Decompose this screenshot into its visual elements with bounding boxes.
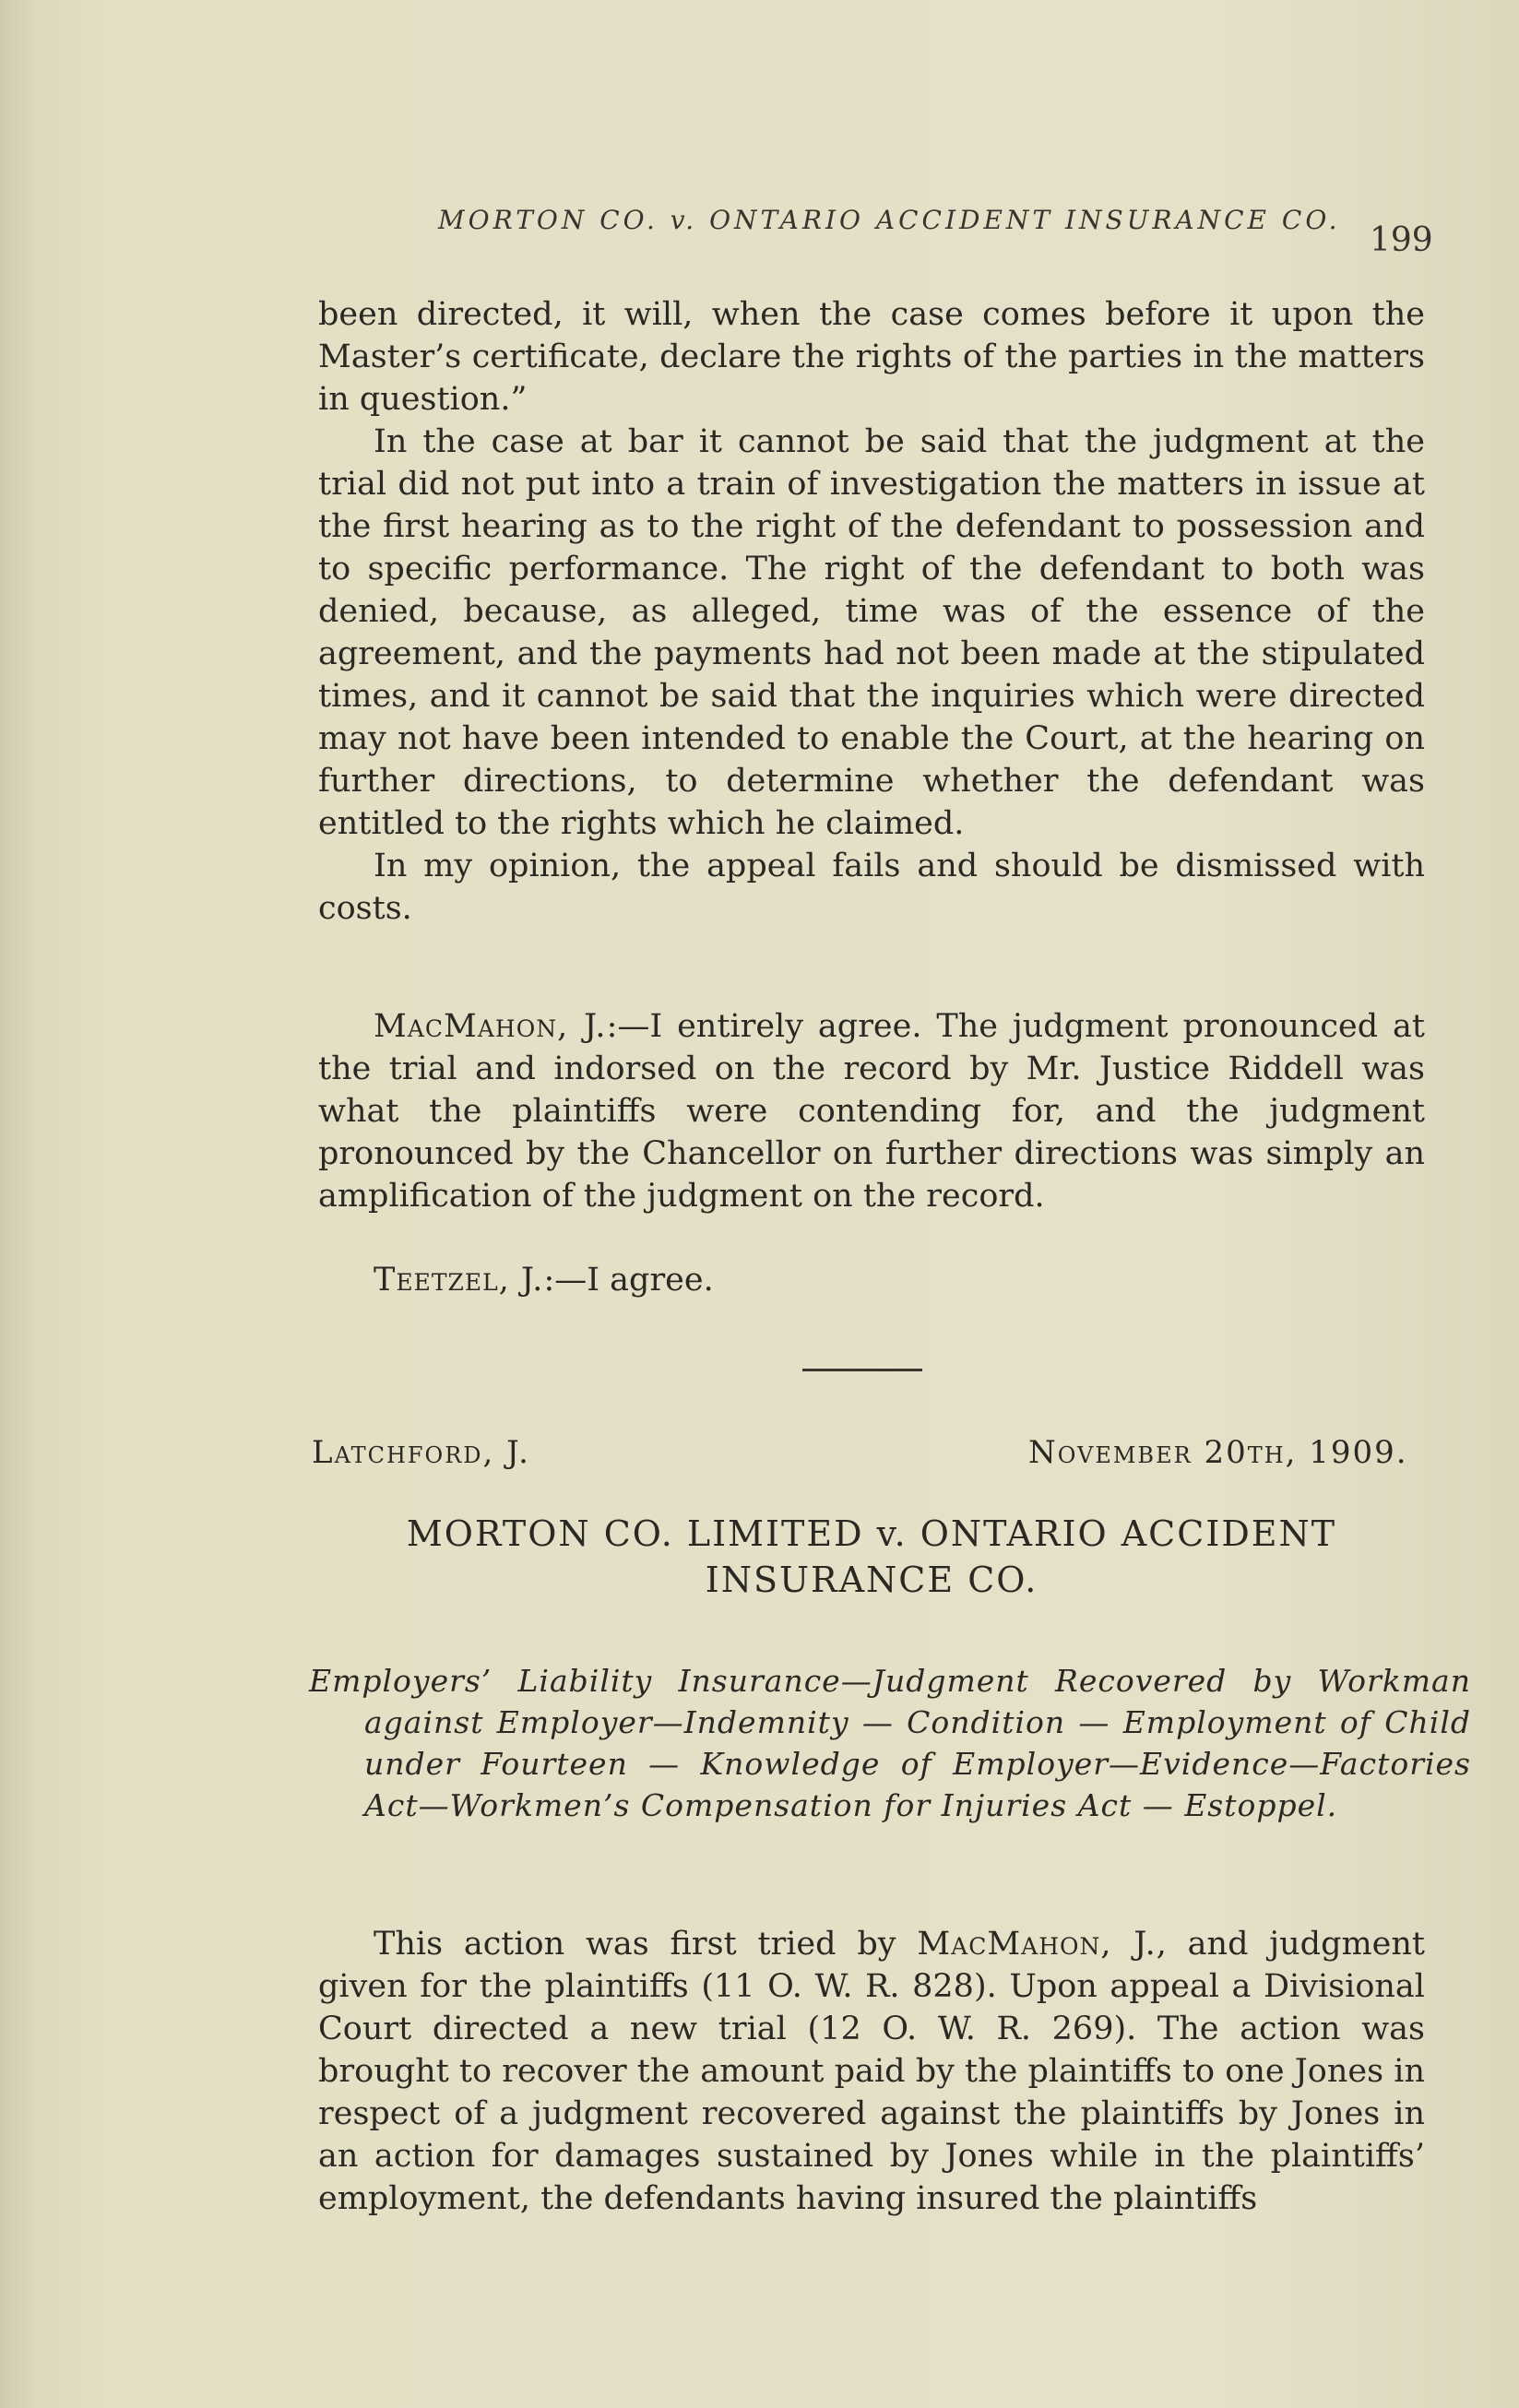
teetzel-opinion	[318, 1259, 1425, 1301]
paragraph-case-at-bar: In the case at bar it cannot be said that the judgment at the trial did not put into a train of investigation the matters in issue at the first hearing as to the right of the defendant to possession and to specific performance. The right of the defendant to both was denied, because, as alleged, time was of the essence of the agreement, and the payments had not been made at the stipulated times, and it cannot be said that the inquiries which were directed may not have been intended to enable the Court, at the hearing on further directions, to determine whether the defendant was entitled to the rights which he claimed.	[318, 423, 1425, 842]
macmahon-opinion	[318, 1005, 1425, 1217]
statement-text: , and judgment given for the plaintiffs (11 O. W. R. 828). Upon appeal a Divisional Court directed a new trial (12 O. W. R. 269). The action was brought to recover the amount paid by the plaintiffs to one Jones in respect of a judgment recovered against the plaintiffs by Jones in an action for damages sustained by Jones while in the plaintiffs’ employment, the defendants having insured the plaintiffs	[318, 1926, 1425, 2217]
judge-name-teetzel: Teetzel, J.	[374, 1262, 544, 1299]
paragraph-conclusion: In my opinion, the appeal fails and should be dismissed with costs.	[318, 848, 1425, 927]
case-title: MORTON CO. LIMITED v. ONTARIO ACCIDENT INSURANCE CO.	[406, 1513, 1337, 1600]
judge-name-macmahon: MacMahon, J.	[374, 1008, 607, 1045]
section-divider	[802, 1369, 922, 1371]
case-statement	[318, 1923, 1425, 2220]
judge-name-macmahon-2: MacMahon, J.	[917, 1926, 1157, 1963]
macmahon-text: :—I entirely agree. The judgment pronounced at the trial and indorsed on the record by Mr. Justice Riddell was what the plaintiffs were contending for, and the judgment pronounced by the Chancellor on further directions was simply an amplification of the judgment on the record.	[318, 1008, 1425, 1215]
teetzel-text: :—I agree.	[543, 1262, 714, 1299]
paragraph-continued-quote: been directed, it will, when the case comes before it upon the Master’s certificate, declare the rights of the parties in the matters in question.”	[318, 296, 1425, 418]
judgment-date: November 20th, 1909.	[1028, 1434, 1408, 1471]
trial-judge: Latchford, J.	[312, 1434, 530, 1471]
running-head: MORTON CO. v. ONTARIO ACCIDENT INSURANCE CO.	[438, 205, 1341, 235]
page-number: 199	[1370, 221, 1433, 259]
opinion-continuation	[318, 293, 1425, 930]
headnote: Employers’ Liability Insurance—Judgment Recovered by Workman against Employer—Indemnity — Condition — Employment of Child under Fourteen — Knowledge of Employer—Evidence—Factories Act—Workmen’s Compensation for Injuries Act — Estoppel.	[309, 1663, 1471, 1823]
statement-lead: This action was first tried by	[374, 1926, 918, 1963]
